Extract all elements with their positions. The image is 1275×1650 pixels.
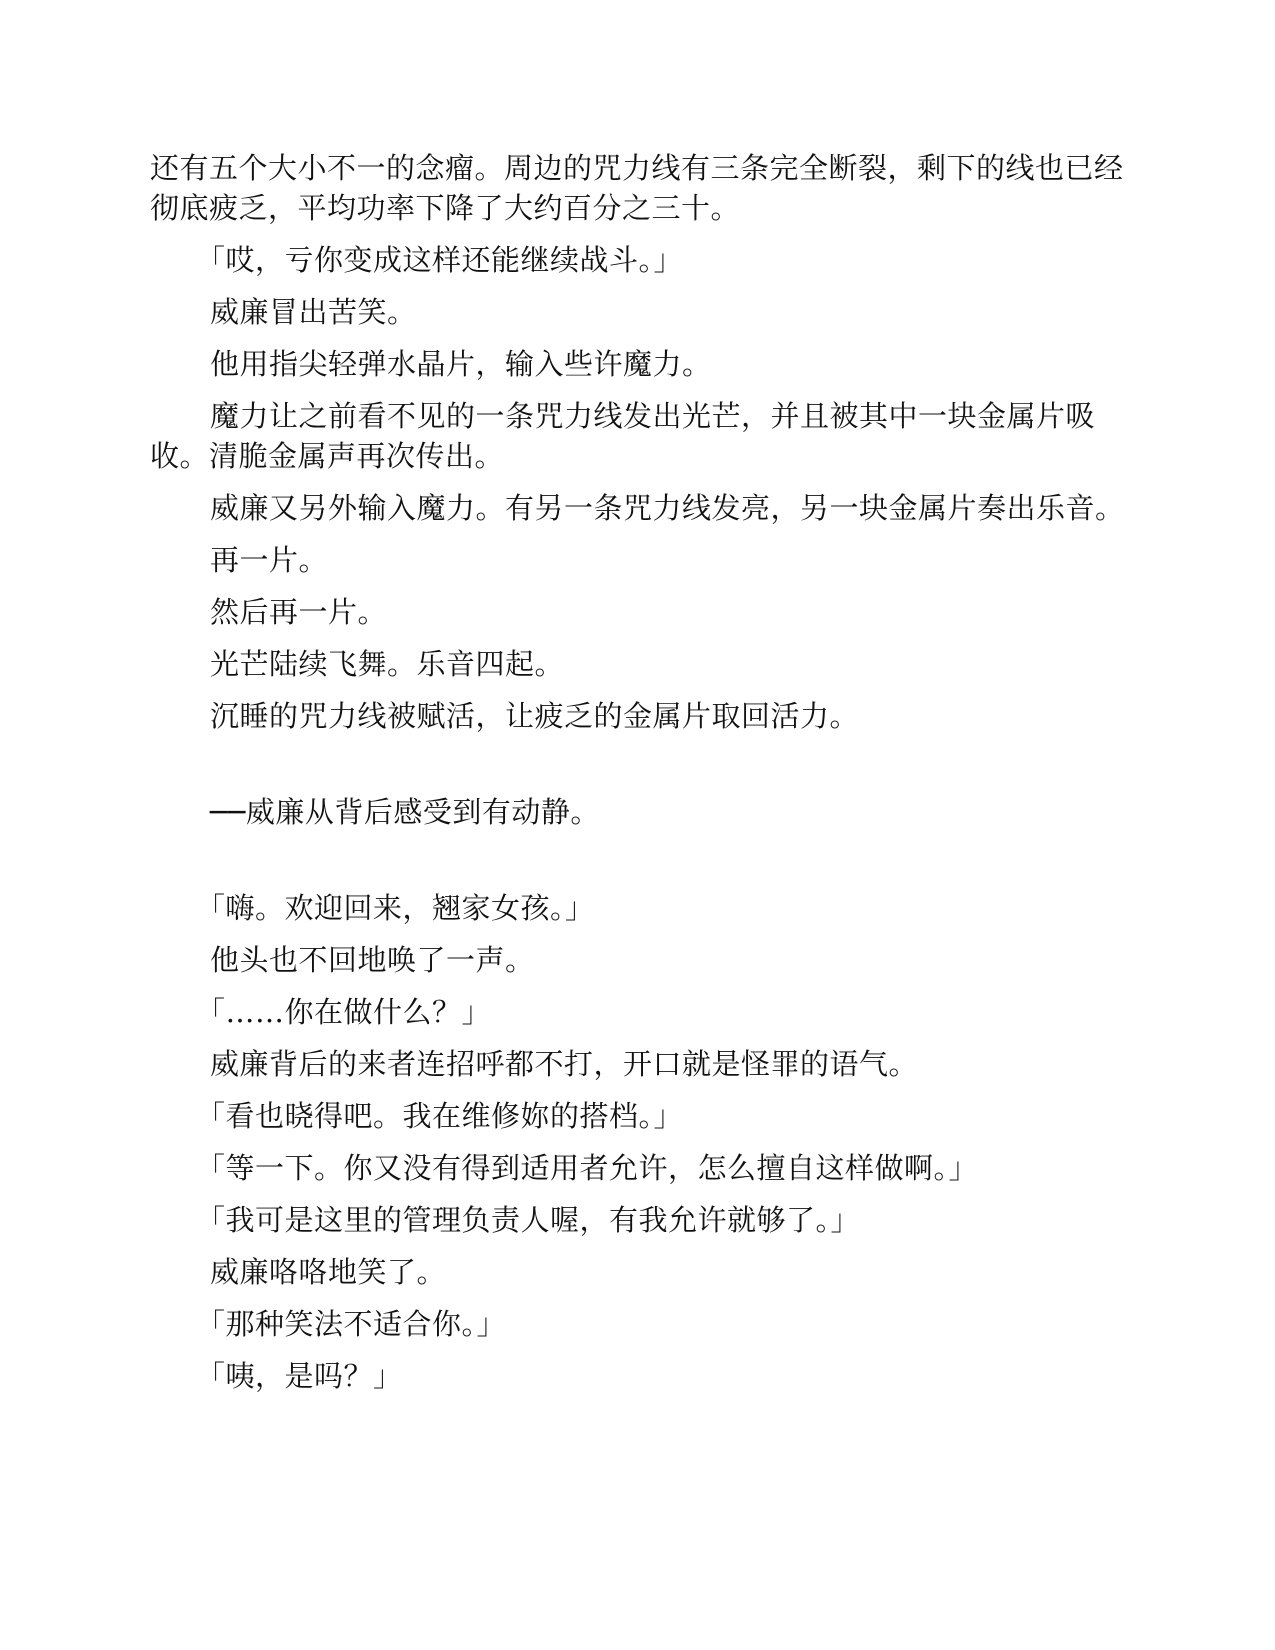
document-page (150, 148, 1128, 1408)
paragraph: 再一片。 (210, 543, 329, 577)
paragraph: 威廉背后的来者连招呼都不打，开口就是怪罪的语气。 (210, 1047, 919, 1081)
section-gap (150, 844, 1128, 888)
paragraph: 魔力让之前看不见的一条咒力线发出光芒，并且被其中一块金属片吸收。清脆金属声再次传出。 (150, 399, 1096, 473)
paragraph: 还有五个大小不一的念瘤。周边的咒力线有三条完全断裂，剩下的线也已经彻底疲乏，平均功率下降了大约百分之三十。 (150, 151, 1124, 225)
paragraph: 「等一下。你又没有得到适用者允许，怎么擅自这样做啊。」 (196, 1151, 979, 1185)
paragraph: 「哎，亏你变成这样还能继续战斗。」 (196, 243, 684, 277)
paragraph: 然后再一片。 (210, 595, 388, 629)
paragraph: 他头也不回地唤了一声。 (210, 943, 535, 977)
paragraph: 「嗨。欢迎回来，翘家女孩。」 (196, 891, 595, 925)
paragraph: 沉睡的咒力线被赋活，让疲乏的金属片取回活力。 (210, 699, 860, 733)
paragraph: ──威廉从背后感受到有动静。 (210, 795, 600, 829)
paragraph: 威廉冒出苦笑。 (210, 295, 417, 329)
paragraph: 光芒陆续飞舞。乐音四起。 (210, 647, 565, 681)
paragraph: 威廉又另外输入魔力。有另一条咒力线发亮，另一块金属片奏出乐音。 (210, 491, 1125, 525)
paragraph: 「咦，是吗？」 (196, 1359, 403, 1393)
paragraph: 「那种笑法不适合你。」 (196, 1307, 507, 1341)
section-gap (150, 748, 1128, 792)
paragraph: 他用指尖轻弹水晶片，输入些许魔力。 (210, 347, 712, 381)
paragraph: 威廉咯咯地笑了。 (210, 1255, 447, 1289)
paragraph: 「看也晓得吧。我在维修妳的搭档。」 (196, 1099, 684, 1133)
paragraph: 「……你在做什么？」 (196, 995, 492, 1029)
paragraph: 「我可是这里的管理负责人喔，有我允许就够了。」 (196, 1203, 861, 1237)
